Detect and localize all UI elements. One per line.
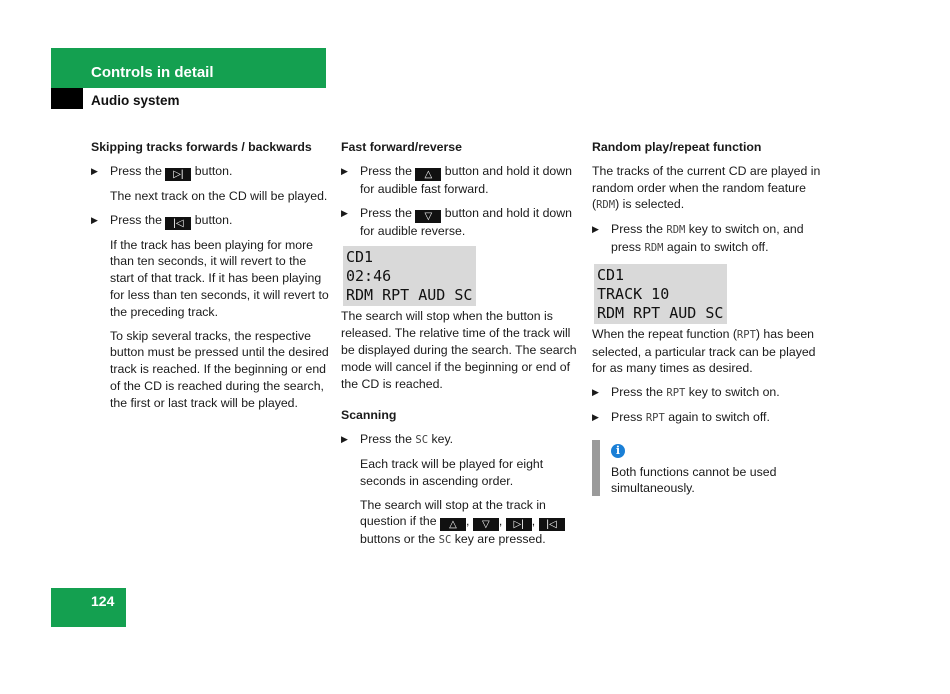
- bullet-rpt-on: ▶ Press the RPT key to switch on.: [592, 385, 780, 400]
- bullet-forward: ▶ Press the △ button and hold it down for audible fast forward.: [341, 163, 572, 196]
- heading-scanning: Scanning: [341, 408, 397, 423]
- bullet-icon: ▶: [341, 207, 348, 218]
- bullet-icon: ▶: [91, 214, 98, 225]
- lcd-display-track: CD1 TRACK 10 RDM RPT AUD SC: [594, 264, 727, 324]
- bullet-icon: ▶: [592, 411, 599, 422]
- heading-fast-forward: Fast forward/reverse: [341, 140, 462, 154]
- section-title: Controls in detail: [91, 64, 214, 81]
- up-button-icon: △: [440, 518, 466, 531]
- next-track-button-icon: ▷|: [165, 168, 191, 181]
- bullet-icon: ▶: [592, 224, 599, 235]
- column-random-repeat: [592, 139, 832, 497]
- text-repeat: When the repeat function (RPT) has been selected, a particular track can be played for as many times as desired.: [592, 326, 816, 376]
- bullet-rdm: ▶ Press the RDM key to switch on, and press RDM again to switch off.: [592, 222, 804, 254]
- note-bar: [592, 440, 600, 496]
- bullet-rpt-off: ▶ Press RPT again to switch off.: [592, 409, 770, 424]
- lcd-display-time: CD1 02:46 RDM RPT AUD SC: [343, 246, 476, 306]
- bullet-icon: ▶: [341, 434, 348, 445]
- text-scan-stop: The search will stop at the track in question if the △ , ▽ , ▷| , |◁ buttons or the SC key are pressed.: [341, 497, 581, 550]
- bullet-icon: ▶: [91, 165, 98, 176]
- info-note: [592, 442, 832, 497]
- page-number: 124: [91, 593, 115, 609]
- bullet-icon: ▶: [592, 387, 599, 398]
- text-next: The next track on the CD will be played.: [110, 188, 328, 203]
- column-fast-forward: [341, 139, 581, 556]
- text-scan-each: Each track will be played for eight seconds in ascending order.: [360, 456, 544, 488]
- up-button-icon: △: [415, 168, 441, 181]
- header-marker: [51, 88, 83, 109]
- page-number-box: [51, 588, 126, 627]
- prev-track-button-icon: |◁: [165, 217, 191, 230]
- heading-skipping: Skipping tracks forwards / backwards: [91, 140, 312, 154]
- column-skipping: [91, 139, 331, 419]
- bullet-scan: ▶ Press the SC key.: [341, 432, 454, 447]
- text-skip-several: To skip several tracks, the respective button must be pressed until the desired track is reached. If the beginning or end of the CD is reached during the search, the first or last track will be played.: [110, 328, 329, 410]
- text-random: The tracks of the current CD are played in random order when the random feature (RDM) is selected.: [592, 163, 821, 212]
- info-icon: i: [611, 444, 625, 458]
- text-search-stop: The search will stop when the button is released. The relative time of the track will be displayed during the search. The search mode will cancel if the beginning or end of the CD is reached.: [341, 309, 577, 391]
- down-button-icon: ▽: [473, 518, 499, 531]
- bullet-prev: ▶ Press the |◁ button.: [91, 212, 233, 229]
- prev-track-button-icon: |◁: [539, 518, 565, 531]
- note-text: Both functions cannot be used simultaneously.: [611, 464, 777, 496]
- down-button-icon: ▽: [415, 210, 441, 223]
- subsection-title: Audio system: [91, 93, 180, 108]
- heading-random-repeat: Random play/repeat function: [592, 140, 762, 154]
- bullet-reverse: ▶ Press the ▽ button and hold it down for audible reverse.: [341, 205, 572, 238]
- bullet-icon: ▶: [341, 165, 348, 176]
- next-track-button-icon: ▷|: [506, 518, 532, 531]
- bullet-next: ▶ Press the ▷| button.: [91, 163, 233, 180]
- text-revert: If the track has been playing for more than ten seconds, it will revert to the start of that track. If it has been playing for less than ten seconds, it will revert to the preceding track.: [110, 237, 329, 319]
